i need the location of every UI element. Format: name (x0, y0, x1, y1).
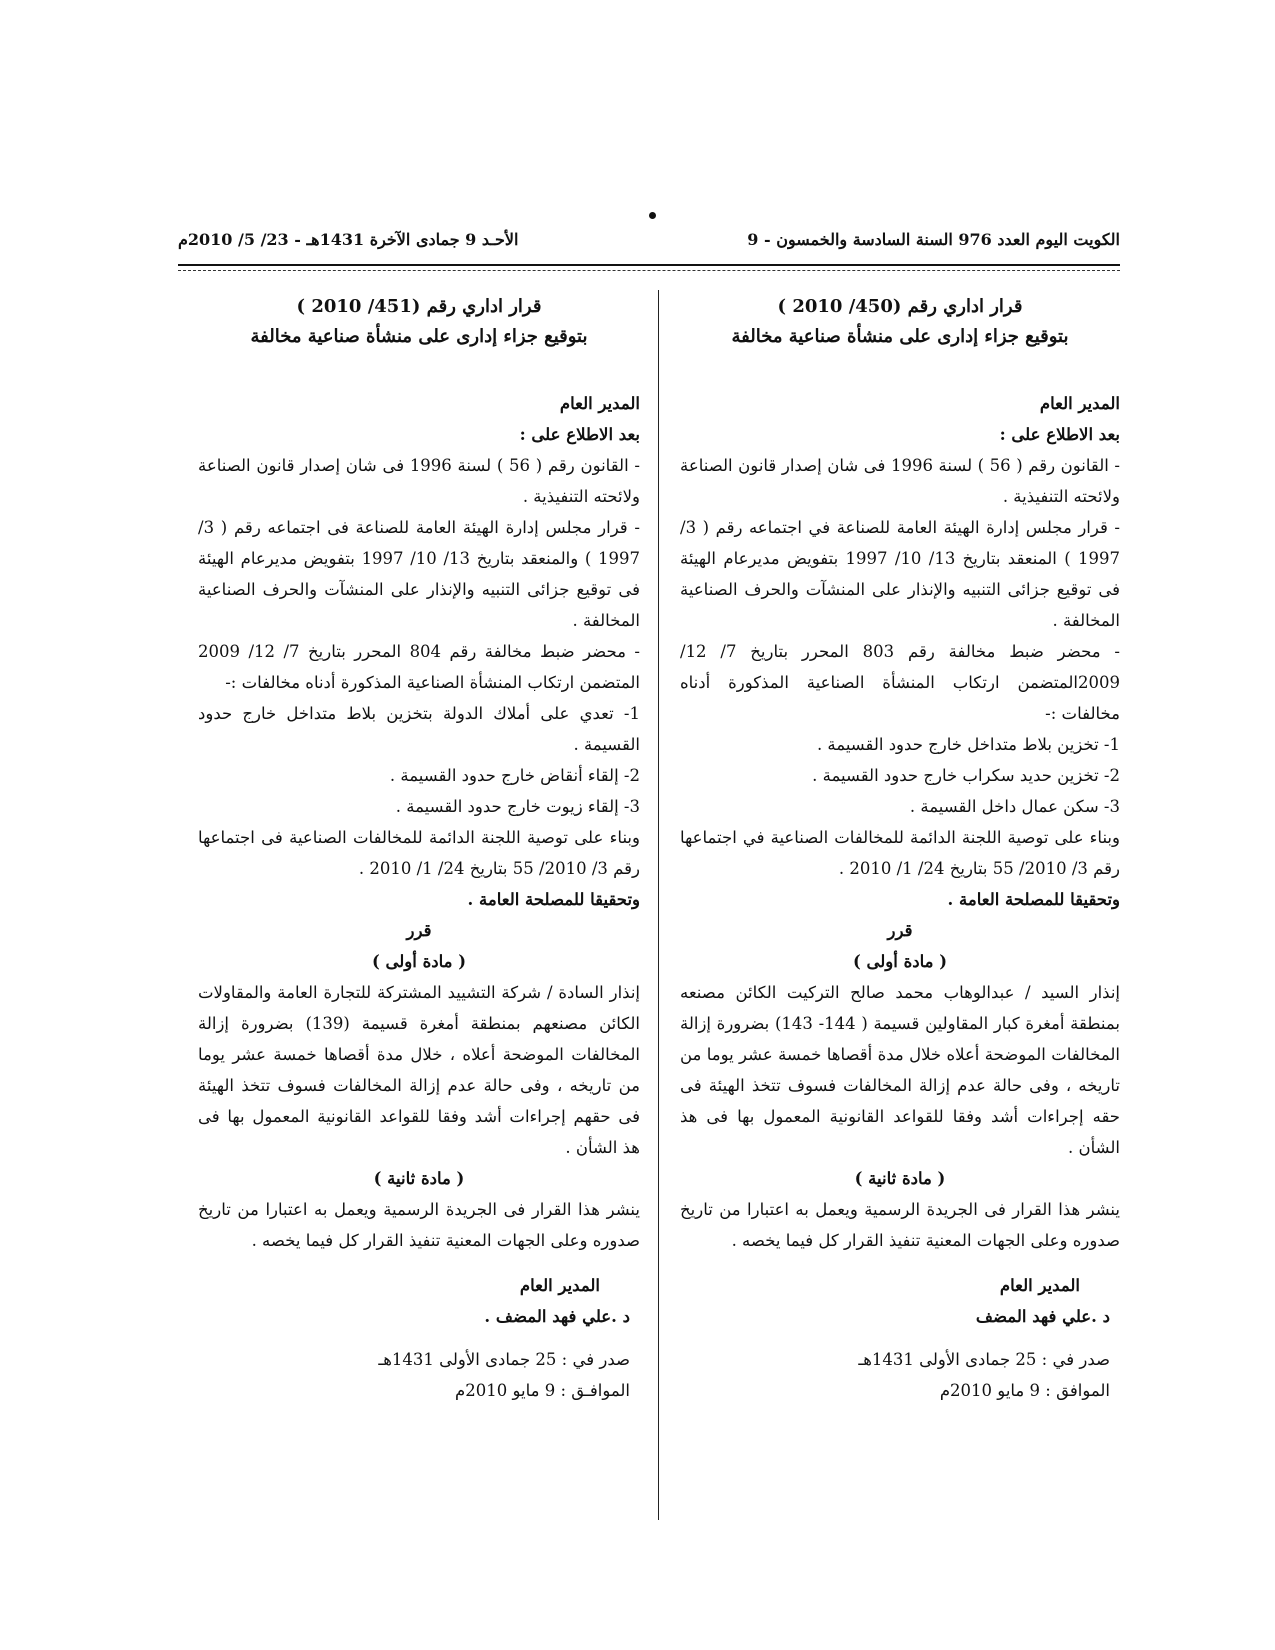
corresponding-date: الموافـق : 9 مايو 2010م (455, 1381, 630, 1400)
after-review-heading: بعد الاطلاع على : (519, 425, 640, 444)
decree-451-column (198, 292, 640, 1406)
violation-item: 1- تخزين بلاط متداخل خارج حدود القسيمة . (816, 735, 1120, 754)
header-rule (178, 264, 1120, 266)
clause-violation-report: - محضر ضبط مخالفة رقم 804 المحرر بتاريخ 7/ 12/ 2009 المتضمن ارتكاب المنشأة الصناعية المذكورة أدناه مخالفات :- (198, 642, 640, 692)
signature-name: د .علي فهد المضف . (484, 1307, 630, 1326)
clause-committee: وبناء على توصية اللجنة الدائمة للمخالفات الصناعية في اجتماعها رقم 3/ 2010/ 55 بتاريخ 24/ 1/ 2010 . (680, 828, 1120, 878)
clause-law: - القانون رقم ( 56 ) لسنة 1996 فى شان إصدار قانون الصناعة ولائحته التنفيذية . (198, 456, 640, 506)
violation-item: 3- سكن عمال داخل القسيمة . (909, 797, 1120, 816)
signature-title: المدير العام (519, 1276, 600, 1295)
header-rule-dashed (178, 270, 1120, 271)
issued-date: صدر في : 25 جمادى الأولى 1431هـ (858, 1350, 1110, 1369)
article-two-heading: ( مادة ثانية ) (373, 1169, 465, 1188)
director-heading: المدير العام (1039, 394, 1120, 413)
clause-board-decision: - قرار مجلس إدارة الهيئة العامة للصناعة فى اجتماعه رقم ( 3/ 1997 ) والمنعقد بتاريخ 13/ 10/ 1997 بتفويض مديرعام الهيئة فى توقيع جزائى التنبيه والإنذار على المنشآت والحرف الصناعية المخالفة . (198, 518, 641, 630)
signature-title: المدير العام (999, 1276, 1080, 1295)
article-two-text: ينشر هذا القرار فى الجريدة الرسمية ويعمل به اعتبارا من تاريخ صدوره وعلى الجهات المعنية تنفيذ القرار كل فيما يخصه . (198, 1200, 640, 1250)
header-date: الأحـد 9 جمادى الآخرة 1431هـ - 23/ 5/ 2010م (178, 230, 519, 249)
clause-committee: وبناء على توصية اللجنة الدائمة للمخالفات الصناعية فى اجتماعها رقم 3/ 2010/ 55 بتاريخ 24/ 1/ 2010 . (198, 828, 640, 878)
article-one-heading: ( مادة أولى ) (852, 952, 948, 971)
signature-name: د .علي فهد المضف (975, 1307, 1110, 1326)
article-two-text: ينشر هذا القرار فى الجريدة الرسمية ويعمل به اعتبارا من تاريخ صدوره وعلى الجهات المعنية تنفيذ القرار كل فيما يخصه . (680, 1200, 1120, 1250)
violation-item: 1- تعدي على أملاك الدولة بتخزين بلاط متداخل خارج حدود القسيمة . (198, 704, 640, 754)
article-one-heading: ( مادة أولى ) (371, 952, 467, 971)
director-heading: المدير العام (559, 394, 640, 413)
page-marker-dot (649, 212, 656, 219)
public-interest: وتحقيقا للمصلحة العامة . (947, 890, 1120, 909)
clause-board-decision: - قرار مجلس إدارة الهيئة العامة للصناعة في اجتماعه رقم ( 3/ 1997 ) المنعقد بتاريخ 13/ 10/ 1997 بتفويض مديرعام الهيئة فى توقيع جزائى التنبيه والإنذار على المنشآت والحرف الصناعية المخالفة . (680, 518, 1120, 630)
clause-violation-report: - محضر ضبط مخالفة رقم 803 المحرر بتاريخ 7/ 12/ 2009المتضمن ارتكاب المنشأة الصناعية المذكورة أدناه مخالفات :- (680, 642, 1120, 723)
decided-heading: قرر (406, 921, 432, 940)
article-one-text: إنذار السادة / شركة التشييد المشتركة للتجارة العامة والمقاولات الكائن مصنعهم بمنطقة أمغرة قسيمة (139) بضرورة إزالة المخالفات الموضحة أعلاه ، خلال مدة أقصاها خمسة عشر يوما من تاريخه ، وفى حالة عدم إزالة المخالفات فسوف تتخذ الهيئة فى حقهم إجراءات أشد وفقا للقواعد القانونية المعمول بها فى هذ الشأن . (198, 983, 640, 1157)
decree-subtitle: بتوقيع جزاء إدارى على منشأة صناعية مخالفة (250, 326, 588, 347)
public-interest: وتحقيقا للمصلحة العامة . (467, 890, 640, 909)
after-review-heading: بعد الاطلاع على : (999, 425, 1120, 444)
page-header (178, 228, 1120, 260)
violation-item: 2- تخزين حديد سكراب خارج حدود القسيمة . (812, 766, 1120, 785)
column-divider (658, 290, 659, 1520)
decree-title: قرار اداري رقم (450/ 2010 ) (777, 296, 1023, 317)
clause-law: - القانون رقم ( 56 ) لسنة 1996 فى شان إصدار قانون الصناعة ولائحته التنفيذية . (680, 456, 1120, 506)
decree-title: قرار اداري رقم (451/ 2010 ) (296, 296, 542, 317)
decree-subtitle: بتوقيع جزاء إدارى على منشأة صناعية مخالفة (731, 326, 1069, 347)
article-one-text: إنذار السيد / عبدالوهاب محمد صالح التركيت الكائن مصنعه بمنطقة أمغرة كبار المقاولين قسيمة ( 144- 143) بضرورة إزالة المخالفات الموضحة أعلاه خلال مدة أقصاها خمسة عشر يوما من تاريخه ، وفى حالة عدم إزالة المخالفات فسوف تتخذ الهيئة فى حقه إجراءات أشد وفقا للقواعد القانونية المعمول بها فى هذ الشأن . (680, 983, 1120, 1157)
decree-450-column (680, 292, 1120, 1406)
article-two-heading: ( مادة ثانية ) (854, 1169, 946, 1188)
violation-item: 3- إلقاء زيوت خارج حدود القسيمة . (395, 797, 640, 816)
decided-heading: قرر (887, 921, 913, 940)
header-issue: الكويت اليوم العدد 976 السنة السادسة والخمسون - 9 (747, 230, 1120, 249)
corresponding-date: الموافق : 9 مايو 2010م (939, 1381, 1110, 1400)
violation-item: 2- إلقاء أنقاض خارج حدود القسيمة . (389, 766, 640, 785)
issued-date: صدر في : 25 جمادى الأولى 1431هـ (378, 1350, 630, 1369)
